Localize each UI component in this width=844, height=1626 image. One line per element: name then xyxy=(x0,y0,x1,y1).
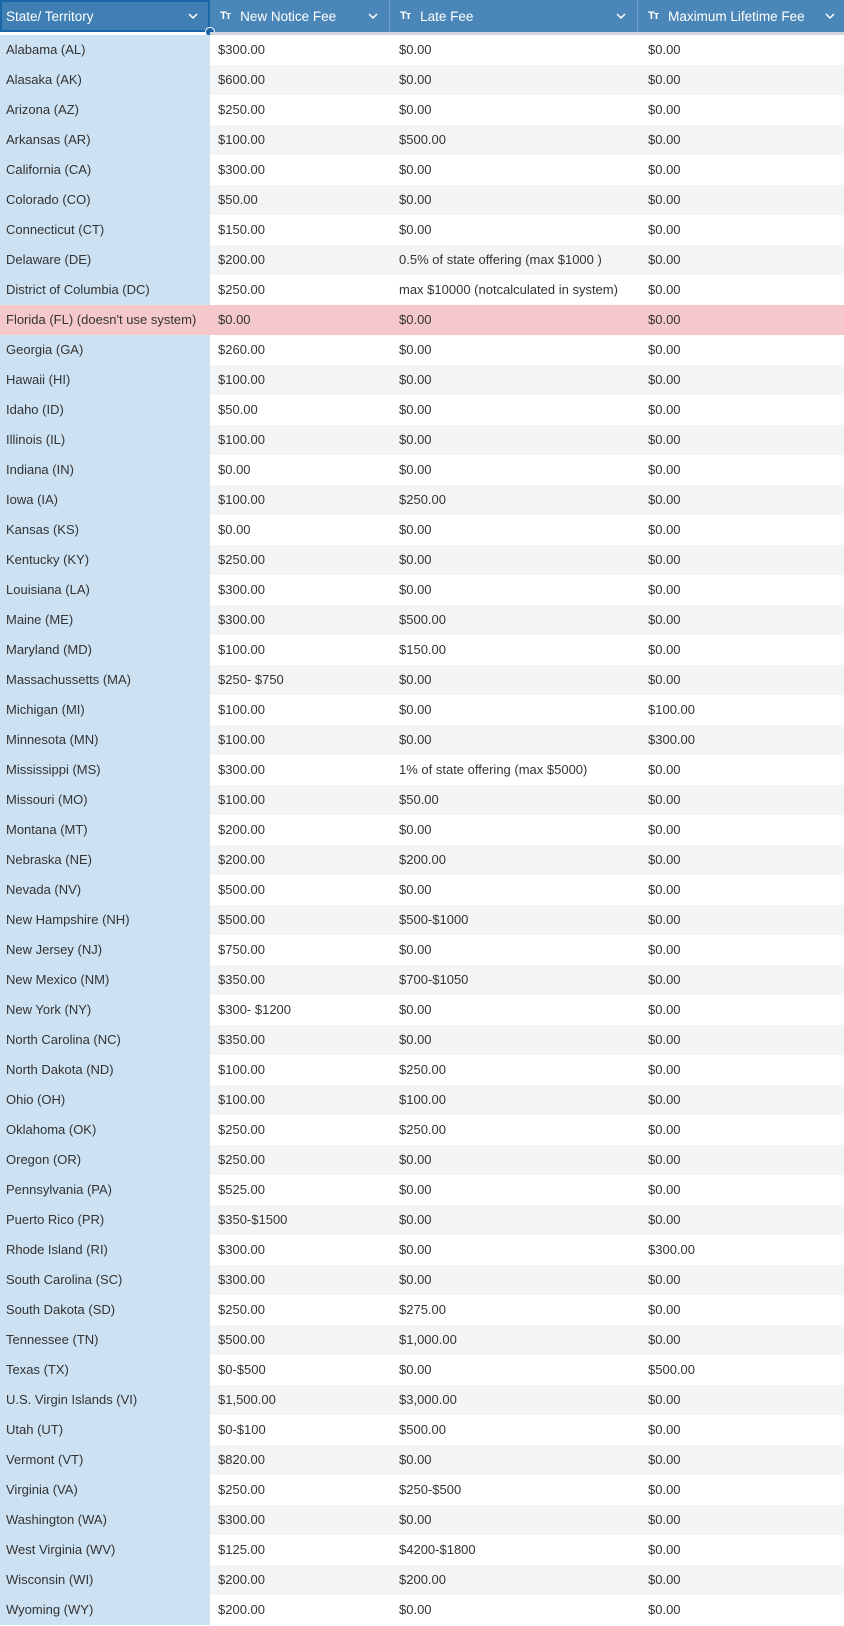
max-lifetime-fee-cell[interactable]: $0.00 xyxy=(648,252,681,267)
state-cell[interactable]: New Jersey (NJ) xyxy=(0,935,210,965)
late-fee-cell[interactable]: $3,000.00 xyxy=(399,1392,457,1407)
new-notice-fee-cell[interactable]: $500.00 xyxy=(218,882,265,897)
max-lifetime-fee-cell[interactable]: $0.00 xyxy=(648,762,681,777)
state-cell[interactable]: Alabama (AL) xyxy=(0,35,210,65)
new-notice-fee-cell[interactable]: $300.00 xyxy=(218,582,265,597)
late-fee-cell[interactable]: $500.00 xyxy=(399,1422,446,1437)
state-cell[interactable]: Arkansas (AR) xyxy=(0,125,210,155)
state-cell[interactable]: Idaho (ID) xyxy=(0,395,210,425)
new-notice-fee-cell[interactable]: $250.00 xyxy=(218,1482,265,1497)
state-cell[interactable]: Maine (ME) xyxy=(0,605,210,635)
state-cell[interactable]: Georgia (GA) xyxy=(0,335,210,365)
late-fee-cell[interactable]: $0.00 xyxy=(399,702,432,717)
late-fee-cell[interactable]: $0.00 xyxy=(399,72,432,87)
state-cell[interactable]: Iowa (IA) xyxy=(0,485,210,515)
state-cell[interactable]: New Mexico (NM) xyxy=(0,965,210,995)
late-fee-cell[interactable]: $0.00 xyxy=(399,1002,432,1017)
new-notice-fee-cell[interactable]: $300.00 xyxy=(218,762,265,777)
new-notice-fee-cell[interactable]: $0.00 xyxy=(218,522,251,537)
late-fee-cell[interactable]: $275.00 xyxy=(399,1302,446,1317)
column-header-label: New Notice Fee xyxy=(240,8,337,24)
table-row[interactable] xyxy=(0,1445,844,1475)
table-row[interactable] xyxy=(0,1505,844,1535)
state-cell[interactable]: Tennessee (TN) xyxy=(0,1325,210,1355)
max-lifetime-fee-cell[interactable]: $0.00 xyxy=(648,792,681,807)
max-lifetime-fee-cell[interactable]: $0.00 xyxy=(648,1272,681,1287)
text-type-icon: Tт xyxy=(400,10,411,22)
late-fee-cell[interactable]: $0.00 xyxy=(399,1272,432,1287)
state-cell[interactable]: Ohio (OH) xyxy=(0,1085,210,1115)
table-row[interactable] xyxy=(0,755,844,785)
new-notice-fee-cell[interactable]: $100.00 xyxy=(218,792,265,807)
column-header-state[interactable] xyxy=(0,0,210,32)
max-lifetime-fee-cell[interactable]: $0.00 xyxy=(648,972,681,987)
new-notice-fee-cell[interactable]: $100.00 xyxy=(218,732,265,747)
new-notice-fee-cell[interactable]: $300- $1200 xyxy=(218,1002,292,1017)
late-fee-cell[interactable]: $0.00 xyxy=(399,222,432,237)
new-notice-fee-cell[interactable]: $200.00 xyxy=(218,822,265,837)
max-lifetime-fee-cell[interactable]: $100.00 xyxy=(648,702,695,717)
max-lifetime-fee-cell[interactable]: $0.00 xyxy=(648,1212,681,1227)
table-row[interactable] xyxy=(0,545,844,575)
max-lifetime-fee-cell[interactable]: $0.00 xyxy=(648,102,681,117)
state-cell[interactable]: Vermont (VT) xyxy=(0,1445,210,1475)
state-cell[interactable]: Maryland (MD) xyxy=(0,635,210,665)
state-cell[interactable]: Kansas (KS) xyxy=(0,515,210,545)
new-notice-fee-cell[interactable]: $100.00 xyxy=(218,492,265,507)
state-cell[interactable]: Massachussetts (MA) xyxy=(0,665,210,695)
late-fee-cell[interactable]: $0.00 xyxy=(399,522,432,537)
new-notice-fee-cell[interactable]: $125.00 xyxy=(218,1542,265,1557)
state-cell[interactable]: Delaware (DE) xyxy=(0,245,210,275)
late-fee-cell[interactable]: $100.00 xyxy=(399,1092,446,1107)
state-cell[interactable]: Pennsylvania (PA) xyxy=(0,1175,210,1205)
late-fee-cell[interactable]: $250.00 xyxy=(399,1122,446,1137)
table-row[interactable] xyxy=(0,1025,844,1055)
late-fee-cell[interactable]: $250.00 xyxy=(399,1062,446,1077)
table-row[interactable] xyxy=(0,1115,844,1145)
new-notice-fee-cell[interactable]: $250.00 xyxy=(218,1122,265,1137)
late-fee-cell[interactable]: $0.00 xyxy=(399,582,432,597)
late-fee-cell[interactable]: $0.00 xyxy=(399,1512,432,1527)
table-row[interactable] xyxy=(0,845,844,875)
state-cell[interactable]: New Hampshire (NH) xyxy=(0,905,210,935)
state-cell[interactable]: Utah (UT) xyxy=(0,1415,210,1445)
text-type-icon: Tт xyxy=(648,10,659,22)
max-lifetime-fee-cell[interactable]: $0.00 xyxy=(648,942,681,957)
late-fee-cell[interactable]: $0.00 xyxy=(399,1182,432,1197)
table-row[interactable] xyxy=(0,395,844,425)
chevron-down-icon[interactable] xyxy=(183,0,203,32)
max-lifetime-fee-cell[interactable]: $0.00 xyxy=(648,282,681,297)
table-row[interactable] xyxy=(0,95,844,125)
new-notice-fee-cell[interactable]: $1,500.00 xyxy=(218,1392,276,1407)
late-fee-cell[interactable]: $250.00 xyxy=(399,492,446,507)
late-fee-cell[interactable]: $0.00 xyxy=(399,1452,432,1467)
max-lifetime-fee-cell[interactable]: $0.00 xyxy=(648,492,681,507)
max-lifetime-fee-cell[interactable]: $0.00 xyxy=(648,912,681,927)
late-fee-cell[interactable]: $0.00 xyxy=(399,882,432,897)
max-lifetime-fee-cell[interactable]: $0.00 xyxy=(648,1152,681,1167)
new-notice-fee-cell[interactable]: $260.00 xyxy=(218,342,265,357)
max-lifetime-fee-cell[interactable]: $0.00 xyxy=(648,72,681,87)
new-notice-fee-cell[interactable]: $250- $750 xyxy=(218,672,284,687)
table-row[interactable] xyxy=(0,1175,844,1205)
max-lifetime-fee-cell[interactable]: $0.00 xyxy=(648,1062,681,1077)
state-cell[interactable]: North Carolina (NC) xyxy=(0,1025,210,1055)
state-cell[interactable]: Nebraska (NE) xyxy=(0,845,210,875)
late-fee-cell[interactable]: $0.00 xyxy=(399,1032,432,1047)
new-notice-fee-cell[interactable]: $250.00 xyxy=(218,102,265,117)
new-notice-fee-cell[interactable]: $300.00 xyxy=(218,1512,265,1527)
state-cell[interactable]: Alasaka (AK) xyxy=(0,65,210,95)
table-row[interactable] xyxy=(0,35,844,65)
table-row[interactable] xyxy=(0,1295,844,1325)
max-lifetime-fee-cell[interactable]: $0.00 xyxy=(648,612,681,627)
late-fee-cell[interactable]: $250-$500 xyxy=(399,1482,462,1497)
table-row[interactable] xyxy=(0,995,844,1025)
new-notice-fee-cell[interactable]: $0-$500 xyxy=(218,1362,266,1377)
table-row[interactable] xyxy=(0,185,844,215)
max-lifetime-fee-cell[interactable]: $300.00 xyxy=(648,1242,695,1257)
late-fee-cell[interactable]: $0.00 xyxy=(399,192,432,207)
max-lifetime-fee-cell[interactable]: $300.00 xyxy=(648,732,695,747)
table-row[interactable] xyxy=(0,1325,844,1355)
max-lifetime-fee-cell[interactable]: $0.00 xyxy=(648,1002,681,1017)
state-cell[interactable]: South Carolina (SC) xyxy=(0,1265,210,1295)
state-cell[interactable]: South Dakota (SD) xyxy=(0,1295,210,1325)
state-cell[interactable]: Wisconsin (WI) xyxy=(0,1565,210,1595)
state-cell[interactable]: Oklahoma (OK) xyxy=(0,1115,210,1145)
new-notice-fee-cell[interactable]: $50.00 xyxy=(218,192,258,207)
table-row[interactable] xyxy=(0,155,844,185)
late-fee-cell[interactable]: $150.00 xyxy=(399,642,446,657)
state-cell[interactable]: Montana (MT) xyxy=(0,815,210,845)
late-fee-cell[interactable]: $1,000.00 xyxy=(399,1332,457,1347)
new-notice-fee-cell[interactable]: $0.00 xyxy=(218,462,251,477)
max-lifetime-fee-cell[interactable]: $0.00 xyxy=(648,342,681,357)
new-notice-fee-cell[interactable]: $100.00 xyxy=(218,372,265,387)
new-notice-fee-cell[interactable]: $350.00 xyxy=(218,972,265,987)
new-notice-fee-cell[interactable]: $600.00 xyxy=(218,72,265,87)
late-fee-cell[interactable]: $4200-$1800 xyxy=(399,1542,476,1557)
new-notice-fee-cell[interactable]: $500.00 xyxy=(218,1332,265,1347)
new-notice-fee-cell[interactable]: $820.00 xyxy=(218,1452,265,1467)
table-row[interactable] xyxy=(0,815,844,845)
new-notice-fee-cell[interactable]: $350.00 xyxy=(218,1032,265,1047)
new-notice-fee-cell[interactable]: $350-$1500 xyxy=(218,1212,288,1227)
max-lifetime-fee-cell[interactable]: $500.00 xyxy=(648,1362,695,1377)
new-notice-fee-cell[interactable]: $250.00 xyxy=(218,282,265,297)
late-fee-cell[interactable]: $50.00 xyxy=(399,792,439,807)
table-row[interactable] xyxy=(0,1055,844,1085)
late-fee-cell[interactable]: $0.00 xyxy=(399,102,432,117)
state-cell[interactable]: U.S. Virgin Islands (VI) xyxy=(0,1385,210,1415)
late-fee-cell[interactable]: $0.00 xyxy=(399,1242,432,1257)
table-row[interactable] xyxy=(0,485,844,515)
new-notice-fee-cell[interactable]: $300.00 xyxy=(218,42,265,57)
late-fee-cell[interactable]: $0.00 xyxy=(399,552,432,567)
new-notice-fee-cell[interactable]: $100.00 xyxy=(218,1092,265,1107)
table-row[interactable] xyxy=(0,125,844,155)
late-fee-cell[interactable]: $0.00 xyxy=(399,312,432,327)
new-notice-fee-cell[interactable]: $300.00 xyxy=(218,1242,265,1257)
chevron-down-icon[interactable] xyxy=(820,0,840,32)
table-row[interactable] xyxy=(0,1565,844,1595)
column-header-late-fee[interactable] xyxy=(390,0,638,32)
state-cell[interactable]: Florida (FL) (doesn't use system) xyxy=(0,305,210,335)
column-header-label: Late Fee xyxy=(420,8,474,24)
late-fee-cell[interactable]: $200.00 xyxy=(399,852,446,867)
new-notice-fee-cell[interactable]: $200.00 xyxy=(218,252,265,267)
table-row[interactable] xyxy=(0,515,844,545)
table-row[interactable] xyxy=(0,1475,844,1505)
max-lifetime-fee-cell[interactable]: $0.00 xyxy=(648,1482,681,1497)
table-row[interactable] xyxy=(0,1235,844,1265)
table-row[interactable] xyxy=(0,575,844,605)
late-fee-cell[interactable]: $0.00 xyxy=(399,1362,432,1377)
new-notice-fee-cell[interactable]: $500.00 xyxy=(218,912,265,927)
late-fee-cell[interactable]: $0.00 xyxy=(399,342,432,357)
table-row[interactable] xyxy=(0,965,844,995)
late-fee-cell[interactable]: $700-$1050 xyxy=(399,972,469,987)
state-cell[interactable]: Texas (TX) xyxy=(0,1355,210,1385)
state-cell[interactable]: North Dakota (ND) xyxy=(0,1055,210,1085)
table-row[interactable] xyxy=(0,425,844,455)
late-fee-cell[interactable]: max $10000 (notcalculated in system) xyxy=(399,282,618,297)
max-lifetime-fee-cell[interactable]: $0.00 xyxy=(648,402,681,417)
table-row[interactable] xyxy=(0,605,844,635)
new-notice-fee-cell[interactable]: $0.00 xyxy=(218,312,251,327)
state-cell[interactable]: Washington (WA) xyxy=(0,1505,210,1535)
table-row[interactable] xyxy=(0,665,844,695)
state-cell[interactable]: Arizona (AZ) xyxy=(0,95,210,125)
new-notice-fee-cell[interactable]: $0-$100 xyxy=(218,1422,266,1437)
late-fee-cell[interactable]: 1% of state offering (max $5000) xyxy=(399,762,588,777)
new-notice-fee-cell[interactable]: $50.00 xyxy=(218,402,258,417)
new-notice-fee-cell[interactable]: $200.00 xyxy=(218,1602,265,1617)
max-lifetime-fee-cell[interactable]: $0.00 xyxy=(648,582,681,597)
state-cell[interactable]: New York (NY) xyxy=(0,995,210,1025)
table-row[interactable] xyxy=(0,905,844,935)
max-lifetime-fee-cell[interactable]: $0.00 xyxy=(648,1122,681,1137)
chevron-down-icon[interactable] xyxy=(363,0,383,32)
state-cell[interactable]: Connecticut (CT) xyxy=(0,215,210,245)
new-notice-fee-cell[interactable]: $250.00 xyxy=(218,1152,265,1167)
max-lifetime-fee-cell[interactable]: $0.00 xyxy=(648,312,681,327)
state-cell[interactable]: Oregon (OR) xyxy=(0,1145,210,1175)
grid-header xyxy=(0,0,844,32)
new-notice-fee-cell[interactable]: $300.00 xyxy=(218,162,265,177)
max-lifetime-fee-cell[interactable]: $0.00 xyxy=(648,1542,681,1557)
max-lifetime-fee-cell[interactable]: $0.00 xyxy=(648,132,681,147)
late-fee-cell[interactable]: $0.00 xyxy=(399,42,432,57)
state-cell[interactable]: Colorado (CO) xyxy=(0,185,210,215)
late-fee-cell[interactable]: $0.00 xyxy=(399,162,432,177)
table-row[interactable] xyxy=(0,245,844,275)
max-lifetime-fee-cell[interactable]: $0.00 xyxy=(648,1512,681,1527)
late-fee-cell[interactable]: $0.00 xyxy=(399,672,432,687)
late-fee-cell[interactable]: $0.00 xyxy=(399,1602,432,1617)
late-fee-cell[interactable]: $0.00 xyxy=(399,432,432,447)
late-fee-cell[interactable]: $0.00 xyxy=(399,732,432,747)
late-fee-cell[interactable]: $500.00 xyxy=(399,132,446,147)
max-lifetime-fee-cell[interactable]: $0.00 xyxy=(648,552,681,567)
late-fee-cell[interactable]: $500-$1000 xyxy=(399,912,469,927)
late-fee-cell[interactable]: $200.00 xyxy=(399,1572,446,1587)
max-lifetime-fee-cell[interactable]: $0.00 xyxy=(648,1602,681,1617)
new-notice-fee-cell[interactable]: $150.00 xyxy=(218,222,265,237)
table-row[interactable] xyxy=(0,1265,844,1295)
table-row[interactable] xyxy=(0,275,844,305)
max-lifetime-fee-cell[interactable]: $0.00 xyxy=(648,852,681,867)
max-lifetime-fee-cell[interactable]: $0.00 xyxy=(648,192,681,207)
state-cell[interactable]: West Virginia (WV) xyxy=(0,1535,210,1565)
new-notice-fee-cell[interactable]: $525.00 xyxy=(218,1182,265,1197)
max-lifetime-fee-cell[interactable]: $0.00 xyxy=(648,672,681,687)
max-lifetime-fee-cell[interactable]: $0.00 xyxy=(648,462,681,477)
late-fee-cell[interactable]: $0.00 xyxy=(399,822,432,837)
state-cell[interactable]: Virginia (VA) xyxy=(0,1475,210,1505)
max-lifetime-fee-cell[interactable]: $0.00 xyxy=(648,1182,681,1197)
late-fee-cell[interactable]: $0.00 xyxy=(399,462,432,477)
max-lifetime-fee-cell[interactable]: $0.00 xyxy=(648,1422,681,1437)
new-notice-fee-cell[interactable]: $100.00 xyxy=(218,132,265,147)
table-row[interactable] xyxy=(0,935,844,965)
state-cell[interactable]: California (CA) xyxy=(0,155,210,185)
late-fee-cell[interactable]: $500.00 xyxy=(399,612,446,627)
table-row[interactable] xyxy=(0,365,844,395)
new-notice-fee-cell[interactable]: $200.00 xyxy=(218,852,265,867)
max-lifetime-fee-cell[interactable]: $0.00 xyxy=(648,42,681,57)
max-lifetime-fee-cell[interactable]: $0.00 xyxy=(648,1032,681,1047)
state-cell[interactable]: Missouri (MO) xyxy=(0,785,210,815)
new-notice-fee-cell[interactable]: $200.00 xyxy=(218,1572,265,1587)
table-row[interactable] xyxy=(0,1535,844,1565)
late-fee-cell[interactable]: $0.00 xyxy=(399,372,432,387)
max-lifetime-fee-cell[interactable]: $0.00 xyxy=(648,522,681,537)
max-lifetime-fee-cell[interactable]: $0.00 xyxy=(648,1302,681,1317)
max-lifetime-fee-cell[interactable]: $0.00 xyxy=(648,1392,681,1407)
state-cell[interactable]: Minnesota (MN) xyxy=(0,725,210,755)
table-row[interactable] xyxy=(0,1385,844,1415)
table-row[interactable] xyxy=(0,1595,844,1625)
new-notice-fee-cell[interactable]: $300.00 xyxy=(218,612,265,627)
table-row[interactable] xyxy=(0,1355,844,1385)
state-cell[interactable]: Michigan (MI) xyxy=(0,695,210,725)
new-notice-fee-cell[interactable]: $750.00 xyxy=(218,942,265,957)
new-notice-fee-cell[interactable]: $250.00 xyxy=(218,552,265,567)
table-row[interactable] xyxy=(0,635,844,665)
new-notice-fee-cell[interactable]: $250.00 xyxy=(218,1302,265,1317)
late-fee-cell[interactable]: $0.00 xyxy=(399,1152,432,1167)
column-header-label: State/ Territory xyxy=(6,8,94,24)
max-lifetime-fee-cell[interactable]: $0.00 xyxy=(648,222,681,237)
state-cell[interactable]: Wyoming (WY) xyxy=(0,1595,210,1625)
state-cell[interactable]: Puerto Rico (PR) xyxy=(0,1205,210,1235)
table-row[interactable] xyxy=(0,695,844,725)
table-row[interactable] xyxy=(0,1205,844,1235)
late-fee-cell[interactable]: $0.00 xyxy=(399,402,432,417)
table-row[interactable] xyxy=(0,1085,844,1115)
table-row[interactable] xyxy=(0,785,844,815)
table-row[interactable] xyxy=(0,455,844,485)
table-row[interactable] xyxy=(0,1145,844,1175)
new-notice-fee-cell[interactable]: $100.00 xyxy=(218,1062,265,1077)
state-cell[interactable]: Louisiana (LA) xyxy=(0,575,210,605)
max-lifetime-fee-cell[interactable]: $0.00 xyxy=(648,1572,681,1587)
new-notice-fee-cell[interactable]: $100.00 xyxy=(218,432,265,447)
new-notice-fee-cell[interactable]: $300.00 xyxy=(218,1272,265,1287)
late-fee-cell[interactable]: $0.00 xyxy=(399,942,432,957)
max-lifetime-fee-cell[interactable]: $0.00 xyxy=(648,162,681,177)
max-lifetime-fee-cell[interactable]: $0.00 xyxy=(648,822,681,837)
table-row[interactable] xyxy=(0,875,844,905)
max-lifetime-fee-cell[interactable]: $0.00 xyxy=(648,432,681,447)
state-cell[interactable]: Indiana (IN) xyxy=(0,455,210,485)
table-row[interactable] xyxy=(0,215,844,245)
table-row[interactable] xyxy=(0,335,844,365)
chevron-down-icon[interactable] xyxy=(611,0,631,32)
state-cell[interactable]: Nevada (NV) xyxy=(0,875,210,905)
state-cell[interactable]: Kentucky (KY) xyxy=(0,545,210,575)
late-fee-cell[interactable]: 0.5% of state offering (max $1000 ) xyxy=(399,252,602,267)
state-cell[interactable]: Hawaii (HI) xyxy=(0,365,210,395)
late-fee-cell[interactable]: $0.00 xyxy=(399,1212,432,1227)
column-header-label: Maximum Lifetime Fee xyxy=(668,8,805,24)
max-lifetime-fee-cell[interactable]: $0.00 xyxy=(648,372,681,387)
table-row[interactable] xyxy=(0,1415,844,1445)
new-notice-fee-cell[interactable]: $100.00 xyxy=(218,642,265,657)
column-header-new-notice-fee[interactable] xyxy=(210,0,390,32)
grid-body xyxy=(0,35,844,1625)
state-cell[interactable]: Illinois (IL) xyxy=(0,425,210,455)
max-lifetime-fee-cell[interactable]: $0.00 xyxy=(648,1332,681,1347)
text-type-icon: Tт xyxy=(220,10,231,22)
table-row[interactable] xyxy=(0,725,844,755)
max-lifetime-fee-cell[interactable]: $0.00 xyxy=(648,642,681,657)
table-row[interactable] xyxy=(0,305,844,335)
state-cell[interactable]: Mississippi (MS) xyxy=(0,755,210,785)
column-header-maximum-lifetime-fee[interactable] xyxy=(638,0,844,32)
max-lifetime-fee-cell[interactable]: $0.00 xyxy=(648,1092,681,1107)
max-lifetime-fee-cell[interactable]: $0.00 xyxy=(648,882,681,897)
state-cell[interactable]: District of Columbia (DC) xyxy=(0,275,210,305)
max-lifetime-fee-cell[interactable]: $0.00 xyxy=(648,1452,681,1467)
new-notice-fee-cell[interactable]: $100.00 xyxy=(218,702,265,717)
table-row[interactable] xyxy=(0,65,844,95)
state-cell[interactable]: Rhode Island (RI) xyxy=(0,1235,210,1265)
